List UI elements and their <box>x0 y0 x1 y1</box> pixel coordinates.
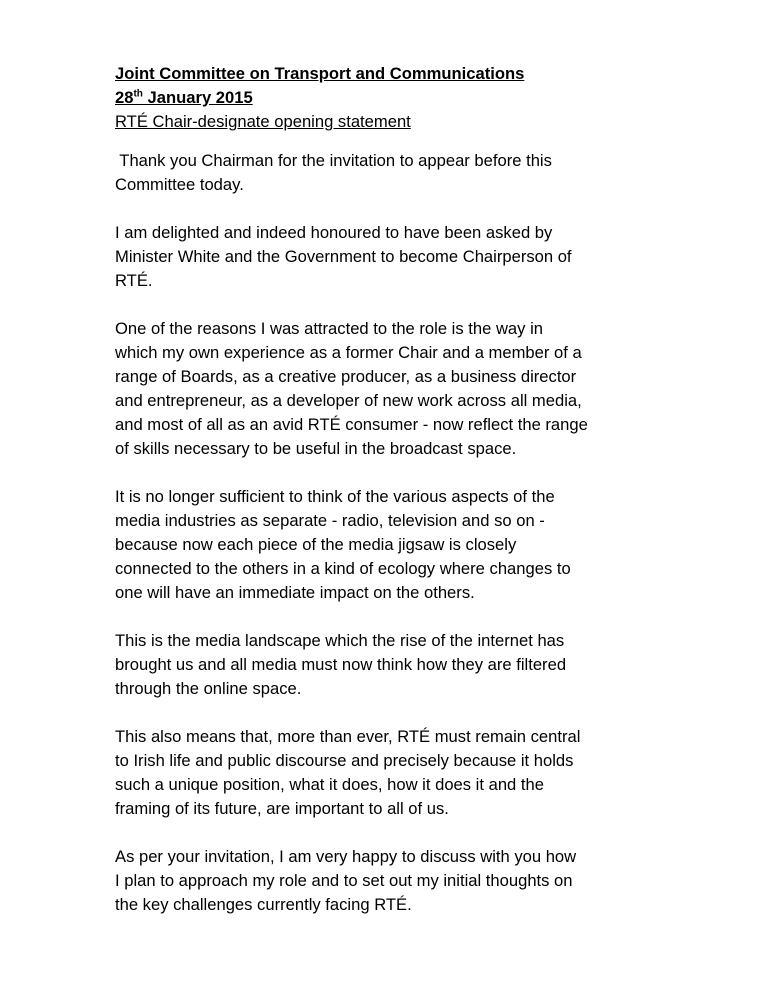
date-suffix: th <box>133 88 143 100</box>
statement-paragraphs <box>115 149 660 917</box>
paragraph-line: brought us and all media must now think how they are filtered <box>115 655 567 674</box>
paragraph <box>115 317 660 461</box>
paragraph-line: which my own experience as a former Chair and a member of a <box>115 343 582 362</box>
hearing-date <box>115 86 660 110</box>
paragraph-line: RTÉ. <box>115 271 153 290</box>
paragraph-line: of skills necessary to be useful in the broadcast space. <box>115 439 517 458</box>
paragraph-line: such a unique position, what it does, how it does it and the <box>115 775 544 794</box>
paragraph <box>115 725 660 821</box>
paragraph-line: and most of all as an avid RTÉ consumer - now reflect the range <box>115 415 588 434</box>
paragraph-line: This is the media landscape which the rise of the internet has <box>115 631 565 650</box>
paragraph-line: because now each piece of the media jigsaw is closely <box>115 535 517 554</box>
paragraph-line: I am delighted and indeed honoured to have been asked by <box>115 223 553 242</box>
paragraph-line: to Irish life and public discourse and precisely because it holds <box>115 751 574 770</box>
paragraph <box>115 845 660 917</box>
paragraph-line: the key challenges currently facing RTÉ. <box>115 895 412 914</box>
paragraph-line: connected to the others in a kind of ecology where changes to <box>115 559 571 578</box>
paragraph <box>115 485 660 605</box>
paragraph-line: Committee today. <box>115 175 244 194</box>
paragraph-line: Thank you Chairman for the invitation to appear before this <box>115 151 552 170</box>
paragraph-line: through the online space. <box>115 679 302 698</box>
document-body <box>115 62 660 917</box>
paragraph-line: Minister White and the Government to become Chairperson of <box>115 247 572 266</box>
paragraph-line: and entrepreneur, as a developer of new work across all media, <box>115 391 582 410</box>
paragraph-line: It is no longer sufficient to think of the various aspects of the <box>115 487 555 506</box>
date-rest: January 2015 <box>142 88 253 107</box>
paragraph-line: One of the reasons I was attracted to the role is the way in <box>115 319 543 338</box>
paragraph <box>115 221 660 293</box>
paragraph-line: I plan to approach my role and to set out my initial thoughts on <box>115 871 573 890</box>
paragraph-line: one will have an immediate impact on the others. <box>115 583 475 602</box>
paragraph-line: framing of its future, are important to all of us. <box>115 799 449 818</box>
paragraph-line: range of Boards, as a creative producer, as a business director <box>115 367 577 386</box>
paragraph-line: media industries as separate - radio, television and so on - <box>115 511 545 530</box>
paragraph-line: As per your invitation, I am very happy to discuss with you how <box>115 847 577 866</box>
date-day: 28 <box>115 88 134 107</box>
paragraph-line: This also means that, more than ever, RTÉ must remain central <box>115 727 581 746</box>
paragraph <box>115 629 660 701</box>
paragraph <box>115 149 660 197</box>
statement-subtitle: RTÉ Chair-designate opening statement <box>115 112 411 131</box>
committee-heading: Joint Committee on Transport and Communications <box>115 64 525 83</box>
